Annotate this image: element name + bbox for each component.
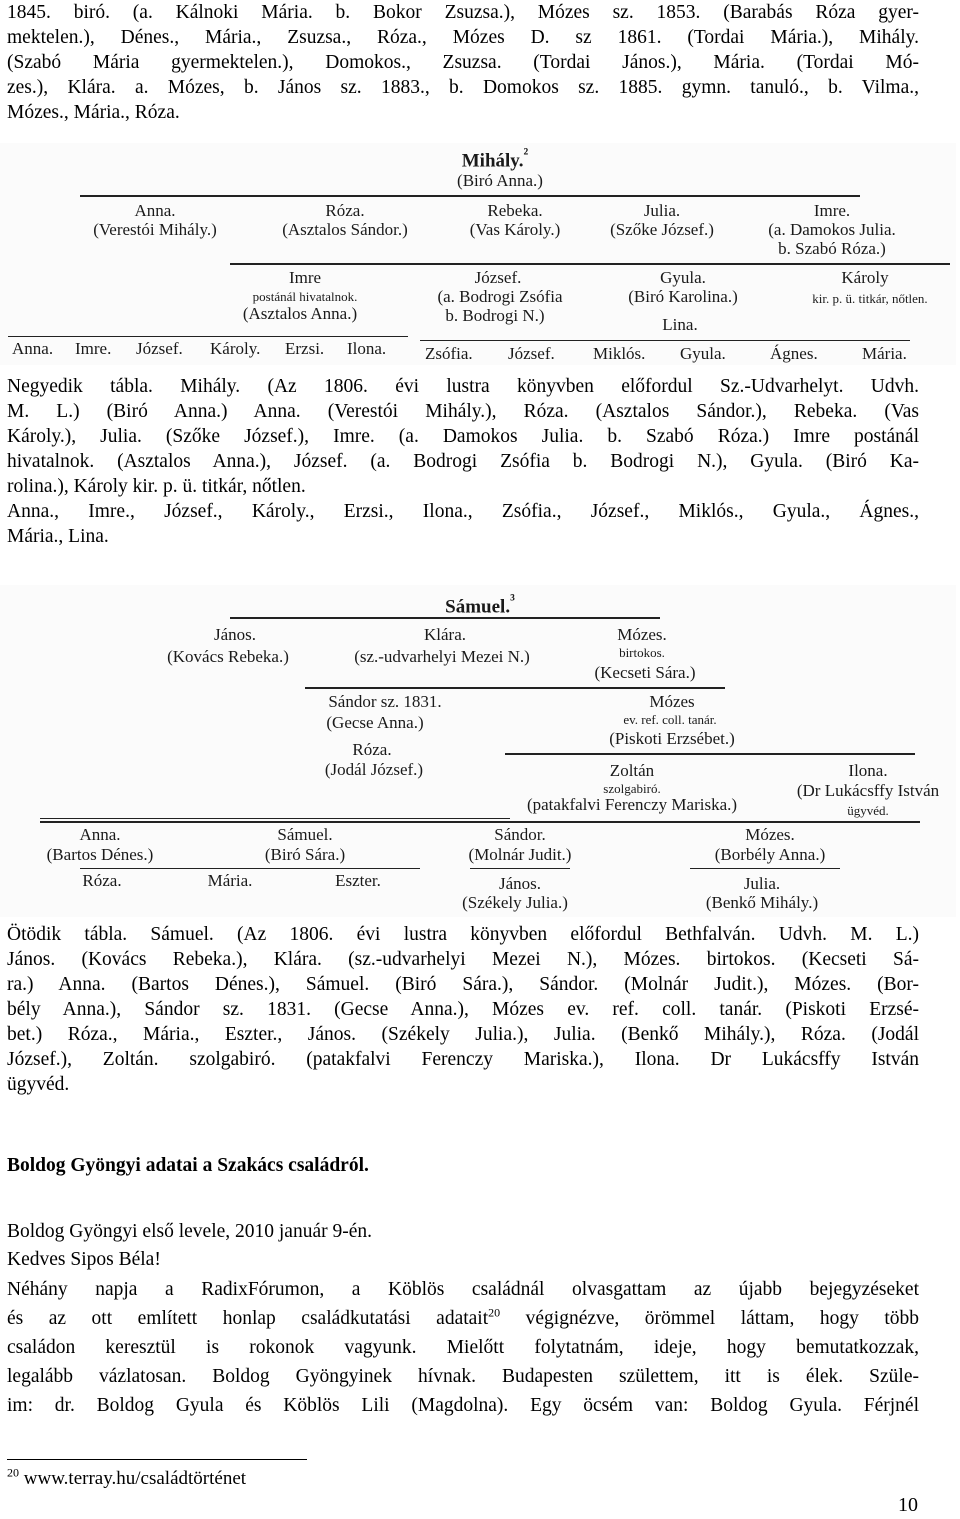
text-line: Mária., Lina. <box>7 526 109 547</box>
tree-grand-name: Zoltán <box>609 761 655 780</box>
text-line: Anna., Imre., József., Károly., Erzsi., Ilona., Zsófia., József., Miklós., Gyula., Ágnes., <box>7 501 919 522</box>
text-fragment: végignézve, örömmel láttam, hogy több <box>500 1308 919 1329</box>
tree-child-spouse: b. Szabó Róza.) <box>778 239 886 258</box>
table-four-paragraph <box>7 374 919 549</box>
tree-connector <box>470 868 570 869</box>
text-line: János. (Kovács Rebeka.), Klára. (sz.-udvarhelyi Mezei N.), Mózes. birtokos. (Kecseti Sá- <box>7 949 919 970</box>
tree-row-name: Sámuel. <box>277 825 333 844</box>
tree-grand-note: szolgabiró. <box>603 781 661 796</box>
tree-child-name: Anna. <box>134 201 176 220</box>
tree-leaf: Julia. <box>743 874 781 893</box>
text-line: családon keresztül is rokonok vagyunk. Mielőtt folytatnám, ideje, hogy bemutatkozzak, <box>7 1337 919 1358</box>
tree-connector <box>80 868 420 869</box>
tree-child-name: János. <box>213 625 257 644</box>
tree-grand-name: Ilona. <box>848 761 888 780</box>
tree-child-name: Mózes. <box>617 625 667 644</box>
tree-grand-spouse: (Dr Lukácsffy István <box>796 781 940 800</box>
tree-row-spouse: (Molnár Judit.) <box>468 845 572 864</box>
tree-child-note: birtokos. <box>619 645 665 660</box>
tree-connector <box>230 617 660 619</box>
text-line: Ötödik tábla. Sámuel. (Az 1806. évi lustra könyvben előfordul Bethfalván. Udvh. M. L.) <box>7 924 919 945</box>
text-line: József.), Zoltán. szolgabiró. (patakfalvi Ferenczy Mariska.), Ilona. Dr Lukácsffy István <box>7 1049 919 1070</box>
text-line: hivatalnok. (Asztalos Anna.), József. (a. Bodrogi Zsófia b. Bodrogi N.), Gyula. (Biró Ka- <box>7 451 919 472</box>
text-line: 1845. biró. (a. Kálnoki Mária. b. Bokor Zsuzsa.), Mózes sz. 1853. (Barabás Róza gyer- <box>7 2 919 23</box>
tree-row-spouse: (Biró Sára.) <box>264 845 346 864</box>
text-line: Mózes., Mária., Róza. <box>7 102 180 123</box>
tree-root-mark: ² <box>523 146 529 163</box>
tree-child-spouse: (Kovács Rebeka.) <box>167 647 289 666</box>
tree-row-spouse: (Borbély Anna.) <box>714 845 826 864</box>
text-fragment: és az ott említett honlap családkutatási adatait <box>7 1308 489 1329</box>
tree-child-spouse: (Verestói Mihály.) <box>93 220 217 239</box>
tree-connector <box>230 263 950 265</box>
footnote-ref: 20 <box>488 1305 501 1320</box>
tree-row-name: Anna. <box>79 825 121 844</box>
tree-leaf: József. <box>508 344 555 363</box>
tree-child-name: Julia. <box>643 201 681 220</box>
family-tree-mihaly <box>0 143 956 365</box>
tree-grand-spouse: (Gecse Anna.) <box>326 713 424 732</box>
tree-grand-spouse: (Piskoti Erzsébet.) <box>609 729 735 748</box>
text-line: Károly.), Julia. (Szőke József.), Imre. (a. Damokos Julia. b. Szabó Róza.) Imre postánál <box>7 426 919 447</box>
tree-grand-note: ev. ref. coll. tanár. <box>623 712 717 727</box>
tree-child-name: Róza. <box>325 201 365 220</box>
tree-leaf: Imre. <box>75 339 112 358</box>
text-line: rolina.), Károly kir. p. ü. titkár, nőtlen. <box>7 476 306 497</box>
tree-child-name: Klára. <box>423 625 467 644</box>
top-paragraph <box>7 0 919 125</box>
tree-child-name: Imre. <box>813 201 851 220</box>
tree-root-spouse: (Biró Anna.) <box>457 171 543 190</box>
tree-connector <box>8 336 408 337</box>
tree-connector <box>305 687 725 689</box>
tree-grand-spouse: (a. Bodrogi Zsófia <box>437 287 563 306</box>
tree-connector <box>40 821 920 823</box>
tree-grand-name: Imre <box>288 268 322 287</box>
footnote-text: www.terray.hu/családtörténet <box>23 1468 247 1489</box>
tree-leaf-spouse: (Székely Julia.) <box>462 893 568 912</box>
text-line: mektelen.), Dénes., Mária., Zsuzsa., Róza., Mózes D. sz 1861. (Tordai Mária.), Mihály. <box>7 27 919 48</box>
footnote <box>7 1467 246 1491</box>
footnote-number: 20 <box>7 1465 19 1480</box>
tree-leaf-spouse: (Benkő Mihály.) <box>705 893 819 912</box>
tree-connector <box>690 868 840 869</box>
tree-connector <box>505 753 915 755</box>
tree-child-spouse: (a. Damokos Julia. <box>768 220 896 239</box>
tree-leaf: Mária. <box>862 344 907 363</box>
tree-leaf: Miklós. <box>593 344 646 363</box>
tree-grand-spouse: (Biró Karolina.) <box>628 287 738 306</box>
text-line: bély Anna.), Sándor sz. 1831. (Gecse Anna.), Mózes ev. ref. coll. tanár. (Piskoti Erzsé- <box>7 999 919 1020</box>
tree-root-name: Mihály. <box>461 150 524 172</box>
tree-leaf: Zsófia. <box>425 344 473 363</box>
tree-grand-note: ügyvéd. <box>847 803 889 818</box>
table-five-paragraph <box>7 922 919 1097</box>
tree-leaf: Mária. <box>207 871 253 890</box>
tree-grand-name: Róza. <box>352 740 392 759</box>
tree-grand-spouse: b. Bodrogi N.) <box>445 306 545 325</box>
tree-row-spouse: (Bartos Dénes.) <box>46 845 154 864</box>
tree-child-spouse: (Vas Károly.) <box>469 220 561 239</box>
text-line: legalább vázlatosan. Boldog Gyöngyinek hívnak. Budapesten születtem, itt is élek. Szüle- <box>7 1366 919 1387</box>
letter-paragraph <box>7 1275 919 1420</box>
tree-leaf: Erzsi. <box>285 339 325 358</box>
tree-leaf: Róza. <box>82 871 122 890</box>
section-heading: Boldog Gyöngyi adatai a Szakács családról. <box>7 1155 369 1176</box>
greeting: Kedves Sipos Béla! <box>7 1249 161 1270</box>
text-line: bet.) Róza., Mária., Eszter., János. (Székely Julia.), Julia. (Benkő Mihály.), Róza. (Jodál <box>7 1024 919 1045</box>
letter-intro: Boldog Gyöngyi első levele, 2010 január 9-én. <box>7 1221 373 1242</box>
text-line: ra.) Anna. (Bartos Dénes.), Sámuel. (Biró Sára.), Sándor. (Molnár Judit.), Mózes. (Bor- <box>7 974 919 995</box>
tree-leaf: Ágnes. <box>770 344 818 363</box>
tree-child-spouse: (sz.-udvarhelyi Mezei N.) <box>354 647 530 666</box>
tree-root-name: Sámuel. <box>445 596 511 618</box>
tree-grand-name: Mózes <box>649 692 695 711</box>
text-line: M. L.) (Biró Anna.) Anna. (Verestói Mihály.), Róza. (Asztalos Sándor.), Rebeka. (Vas <box>7 401 919 422</box>
tree-child-spouse: (Kecseti Sára.) <box>594 663 696 682</box>
footnote-divider <box>7 1459 307 1460</box>
page-number: 10 <box>898 1494 918 1516</box>
tree-leaf: János. <box>498 874 542 893</box>
tree-leaf: Károly. <box>210 339 261 358</box>
text-line: zes.), Klára. a. Mózes, b. János sz. 1883., b. Domokos sz. 1885. gymn. tanuló., b. Vilma., <box>7 77 919 98</box>
tree-connector <box>40 818 510 819</box>
tree-grand-spouse: (patakfalvi Ferenczy Mariska.) <box>526 795 738 814</box>
tree-row-name: Sándor. <box>494 825 546 844</box>
text-line: im: dr. Boldog Gyula és Köblös Lili (Magdolna). Egy öcsém van: Boldog Gyula. Férjnél <box>7 1395 919 1416</box>
family-tree-samuel <box>0 585 956 917</box>
tree-row-name: Mózes. <box>745 825 795 844</box>
tree-leaf: Anna. <box>12 339 54 358</box>
tree-grand-name: Gyula. <box>660 268 706 287</box>
tree-connector <box>80 195 860 197</box>
tree-leaf: Eszter. <box>335 871 381 890</box>
tree-grand-note: postánál hivatalnok. <box>252 289 358 304</box>
tree-grand-child: Lina. <box>662 315 698 334</box>
tree-grand-name: József. <box>474 268 522 287</box>
tree-grand-note: kir. p. ü. titkár, nőtlen. <box>812 291 928 306</box>
tree-grand-spouse: (Asztalos Anna.) <box>242 304 358 323</box>
text-line <box>7 1304 919 1333</box>
tree-child-spouse: (Asztalos Sándor.) <box>282 220 408 239</box>
tree-child-spouse: (Szőke József.) <box>610 220 714 239</box>
text-line: Néhány napja a RadixFórumon, a Köblös családnál olvasgattam az újabb bejegyzéseket <box>7 1279 919 1300</box>
tree-grand-name: Károly <box>841 268 889 287</box>
tree-grand-spouse: (Jodál József.) <box>324 760 424 779</box>
tree-leaf: Ilona. <box>347 339 387 358</box>
tree-root-mark: ³ <box>510 592 515 609</box>
text-line: ügyvéd. <box>7 1074 70 1095</box>
tree-leaf: József. <box>136 339 183 358</box>
tree-grand-name: Sándor sz. 1831. <box>328 692 442 711</box>
tree-connector <box>420 340 910 341</box>
tree-leaf: Gyula. <box>680 344 726 363</box>
text-line: Negyedik tábla. Mihály. (Az 1806. évi lustra könyvben előfordul Sz.-Udvarhelyt. Udvh. <box>7 376 919 397</box>
tree-child-name: Rebeka. <box>487 201 543 220</box>
text-line: (Szabó Mária gyermektelen.), Domokos., Zsuzsa. (Tordai János.), Mária. (Tordai Mó- <box>7 52 919 73</box>
